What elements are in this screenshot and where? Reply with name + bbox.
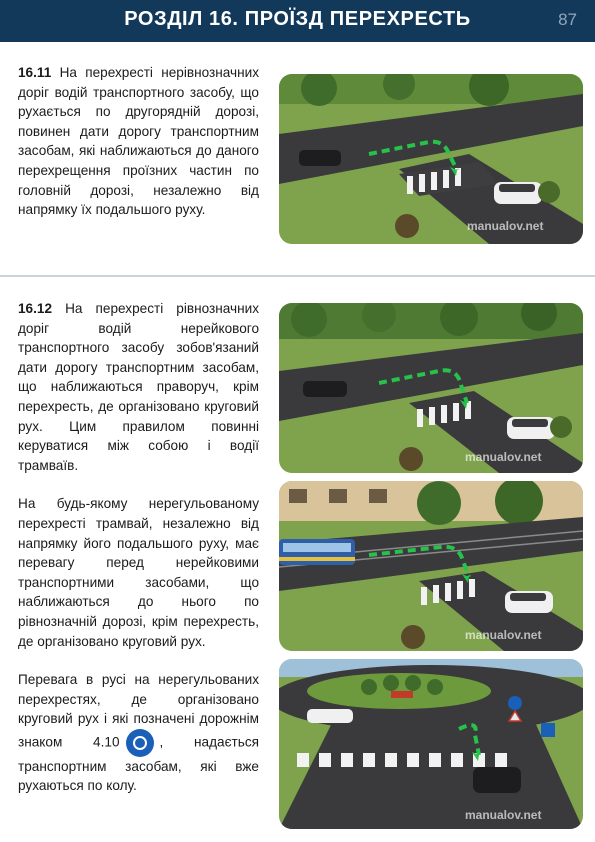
- illustration-tram-priority: [279, 481, 583, 651]
- watermark: manualov.net: [467, 219, 544, 233]
- rule-paragraph-roundabout: [18, 670, 259, 796]
- illustration-unequal-roads: [279, 74, 583, 244]
- rule-paragraph: [18, 299, 259, 475]
- rule-16-11: [18, 63, 259, 220]
- roundabout-sign-icon: [126, 729, 154, 757]
- section-divider: [0, 275, 595, 277]
- rule-text: На перехресті нерівнозначних доріг водій транспортного засобу, що рухається по другорядній дорозі, повинен дати дорогу транспортним засобам, які наближаються до даного перехрещення проїзних частин по головній дорозі, незалежно від напрямку їх подальшого руху.: [18, 65, 259, 218]
- watermark: manualov.net: [465, 808, 542, 822]
- rule-text-continued: , надається транспортним засобам, які вже рухаються по колу.: [18, 734, 259, 794]
- watermark: manualov.net: [465, 628, 542, 642]
- rule-16-12: [18, 299, 259, 796]
- page-header: [0, 0, 595, 42]
- rule-number: 16.12: [18, 301, 53, 316]
- rule-text: Перевага в русі на нерегульованих перехрестях, де організовано круговий рух і які позначені дорожнім знаком 4.10: [18, 672, 259, 750]
- rule-number: 16.11: [18, 65, 52, 80]
- page-number: 87: [558, 10, 577, 29]
- illustration-roundabout: [279, 659, 583, 829]
- section-title: РОЗДІЛ 16. ПРОЇЗД ПЕРЕХРЕСТЬ: [124, 8, 471, 30]
- rule-text: На перехресті рівнозначних доріг водій нерейкового транспортного засобу зобов'язаний дати дорогу транспортним засобам, що наближаються праворуч, крім перехресть, де організовано круговий рух. Цим правилом повинні керуватися між собою і водії трамваїв.: [18, 301, 259, 473]
- rule-paragraph-tram: На будь-якому нерегульованому перехресті трамвай, незалежно від напрямку його подальшого руху, має перевагу перед нерейковими транспортними засобами, що наближаються до нього по рівнозначній дорозі, крім перехресть, де організовано круговий рух.: [18, 496, 259, 649]
- illustration-equal-roads: [279, 303, 583, 473]
- rule-paragraph: [18, 63, 259, 220]
- watermark: manualov.net: [465, 450, 542, 464]
